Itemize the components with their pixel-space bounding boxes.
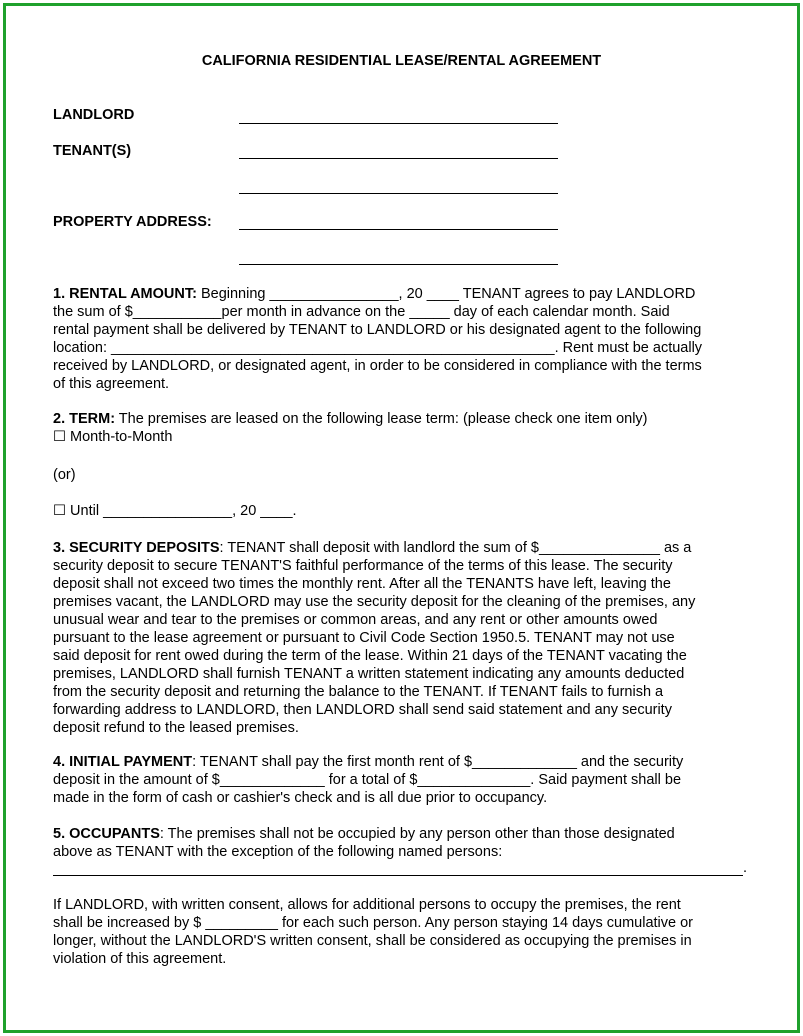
section-security-deposits bbox=[53, 539, 753, 737]
tenant-line-2[interactable] bbox=[239, 193, 558, 194]
section-occupants-body: : The premises shall not be occupied by any person other than those designated above as TENANT with the exception of the following named persons: bbox=[53, 826, 675, 860]
property-address-line-1[interactable] bbox=[239, 229, 558, 230]
property-address-label: PROPERTY ADDRESS: bbox=[53, 214, 212, 230]
section-term bbox=[53, 410, 753, 428]
landlord-line[interactable] bbox=[239, 123, 558, 124]
landlord-label: LANDLORD bbox=[53, 107, 135, 123]
section-occupants bbox=[53, 825, 753, 861]
section-rental-amount-body: Beginning ________________, 20 ____ TENANT agrees to pay LANDLORD the sum of $___________per month in advance on the _____ day of each calendar month. Said rental payment shall be delivered by TENANT to LANDLORD or his designated agent to the following location: _______________________________________________________. Rent must be actually received by LANDLORD, or designated agent, in order to be considered in compliance with the terms of this agreement. bbox=[53, 286, 703, 392]
property-address-line-2[interactable] bbox=[239, 264, 558, 265]
occupants-line[interactable] bbox=[53, 875, 743, 876]
document-title: CALIFORNIA RESIDENTIAL LEASE/RENTAL AGREEMENT bbox=[201, 53, 602, 69]
additional-occupants-paragraph: If LANDLORD, with written consent, allows for additional persons to occupy the premises, the rent shall be increased by $ _________ for each such person. Any person staying 14 days cumulative or longer, without the LANDLORD'S written consent, shall be considered as occupying the premises in violation of this agreement. bbox=[53, 897, 694, 967]
term-option-until[interactable]: ☐ Until ________________, 20 ____. bbox=[53, 503, 297, 519]
tenants-label: TENANT(S) bbox=[53, 143, 132, 159]
term-option-month-to-month[interactable]: ☐ Month-to-Month bbox=[53, 429, 173, 445]
section-initial-payment-heading: 4. INITIAL PAYMENT bbox=[53, 754, 193, 770]
section-term-body: The premises are leased on the following lease term: (please check one item only) bbox=[115, 411, 648, 427]
section-initial-payment-body: : TENANT shall pay the first month rent of $_____________ and the security deposit in the amount of $_____________ for a total of $______________. Said payment shall be made in the form of cash or cashier's check and is all due prior to occupancy. bbox=[53, 754, 684, 806]
section-security-deposits-heading: 3. SECURITY DEPOSITS bbox=[53, 540, 220, 556]
section-rental-amount bbox=[53, 285, 753, 393]
section-term-heading: 2. TERM: bbox=[53, 411, 116, 427]
section-occupants-heading: 5. OCCUPANTS bbox=[53, 826, 160, 842]
occupants-line-end: . bbox=[743, 860, 748, 876]
section-rental-amount-heading: 1. RENTAL AMOUNT: bbox=[53, 286, 197, 302]
section-initial-payment bbox=[53, 753, 753, 807]
term-or-label: (or) bbox=[53, 467, 76, 483]
section-security-deposits-body: : TENANT shall deposit with landlord the sum of $_______________ as a security deposit to secure TENANT'S faithful performance of the terms of this lease. The security deposit shall not exceed two times the monthly rent. After all the TENANTS have left, leaving the premises vacant, the LANDLORD may use the security deposit for the cleaning of the premises, any unusual wear and tear to the premises or common areas, and any rent or other amounts owed pursuant to the lease agreement or pursuant to Civil Code Section 1950.5. TENANT may not use said deposit for rent owed during the term of the lease. Within 21 days of the TENANT vacating the premises, LANDLORD shall furnish TENANT a written statement indicating any amounts deducted from the security deposit and returning the balance to the TENANT. If TENANT fails to furnish a forwarding address to LANDLORD, then LANDLORD shall send said statement and any security deposit refund to the leased premises. bbox=[53, 540, 696, 736]
tenant-line-1[interactable] bbox=[239, 158, 558, 159]
